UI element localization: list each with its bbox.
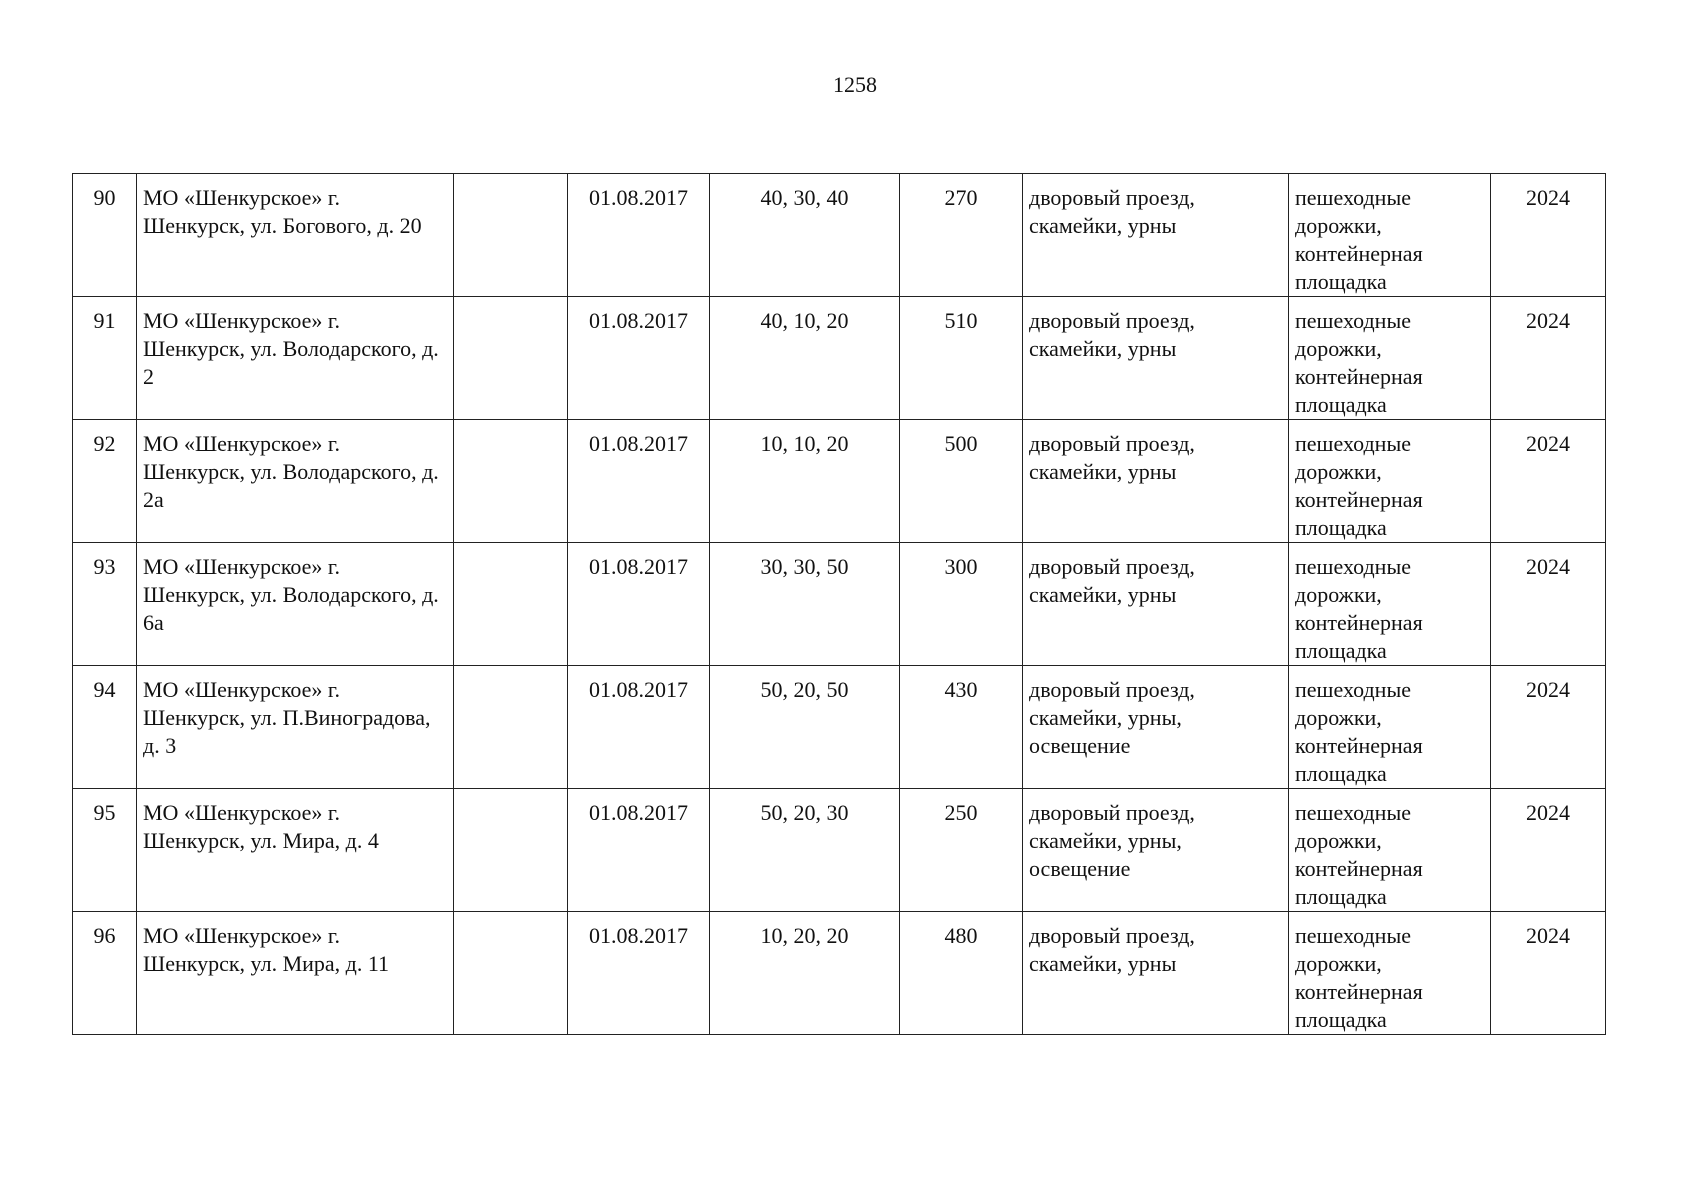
year-cell: 2024 [1491,543,1606,666]
additional-works-cell: пешеходные дорожки, контейнерная площадка [1289,543,1491,666]
empty-cell [454,174,568,297]
percentages-cell: 40, 30, 40 [710,174,900,297]
year-cell: 2024 [1491,912,1606,1035]
table-body [73,174,1606,1035]
address-cell: МО «Шенкурское» г. Шенкурск, ул. П.Виноградова, д. 3 [137,666,454,789]
percentages-cell: 40, 10, 20 [710,297,900,420]
date-cell: 01.08.2017 [568,297,710,420]
additional-works-cell: пешеходные дорожки, контейнерная площадка [1289,297,1491,420]
address-cell: МО «Шенкурское» г. Шенкурск, ул. Мира, д. 11 [137,912,454,1035]
table-row [73,297,1606,420]
additional-works-cell: пешеходные дорожки, контейнерная площадка [1289,789,1491,912]
row-number-cell: 90 [73,174,137,297]
minimal-works-cell: дворовый проезд, скамейки, урны, освещение [1023,666,1289,789]
additional-works-cell: пешеходные дорожки, контейнерная площадка [1289,912,1491,1035]
year-cell: 2024 [1491,420,1606,543]
table-row [73,174,1606,297]
table-row [73,420,1606,543]
row-number-cell: 91 [73,297,137,420]
minimal-works-cell: дворовый проезд, скамейки, урны [1023,543,1289,666]
row-number-cell: 95 [73,789,137,912]
empty-cell [454,912,568,1035]
row-number-cell: 96 [73,912,137,1035]
area-cell: 270 [900,174,1023,297]
address-cell: МО «Шенкурское» г. Шенкурск, ул. Богового, д. 20 [137,174,454,297]
minimal-works-cell: дворовый проезд, скамейки, урны [1023,420,1289,543]
yard-improvement-table [72,173,1606,1035]
year-cell: 2024 [1491,297,1606,420]
table-row [73,912,1606,1035]
percentages-cell: 10, 10, 20 [710,420,900,543]
date-cell: 01.08.2017 [568,420,710,543]
additional-works-cell: пешеходные дорожки, контейнерная площадка [1289,420,1491,543]
percentages-cell: 10, 20, 20 [710,912,900,1035]
additional-works-cell: пешеходные дорожки, контейнерная площадка [1289,174,1491,297]
area-cell: 250 [900,789,1023,912]
year-cell: 2024 [1491,174,1606,297]
percentages-cell: 50, 20, 50 [710,666,900,789]
minimal-works-cell: дворовый проезд, скамейки, урны [1023,297,1289,420]
address-cell: МО «Шенкурское» г. Шенкурск, ул. Володарского, д. 2 [137,297,454,420]
date-cell: 01.08.2017 [568,789,710,912]
address-cell: МО «Шенкурское» г. Шенкурск, ул. Мира, д. 4 [137,789,454,912]
date-cell: 01.08.2017 [568,912,710,1035]
date-cell: 01.08.2017 [568,666,710,789]
area-cell: 500 [900,420,1023,543]
additional-works-cell: пешеходные дорожки, контейнерная площадка [1289,666,1491,789]
area-cell: 480 [900,912,1023,1035]
page-number: 1258 [833,72,877,97]
row-number-cell: 92 [73,420,137,543]
table-row [73,543,1606,666]
empty-cell [454,789,568,912]
year-cell: 2024 [1491,666,1606,789]
date-cell: 01.08.2017 [568,543,710,666]
area-cell: 300 [900,543,1023,666]
row-number-cell: 94 [73,666,137,789]
row-number-cell: 93 [73,543,137,666]
empty-cell [454,666,568,789]
empty-cell [454,420,568,543]
address-cell: МО «Шенкурское» г. Шенкурск, ул. Володарского, д. 6а [137,543,454,666]
minimal-works-cell: дворовый проезд, скамейки, урны, освещение [1023,789,1289,912]
date-cell: 01.08.2017 [568,174,710,297]
percentages-cell: 30, 30, 50 [710,543,900,666]
year-cell: 2024 [1491,789,1606,912]
empty-cell [454,543,568,666]
minimal-works-cell: дворовый проезд, скамейки, урны [1023,912,1289,1035]
address-cell: МО «Шенкурское» г. Шенкурск, ул. Володарского, д. 2а [137,420,454,543]
percentages-cell: 50, 20, 30 [710,789,900,912]
area-cell: 510 [900,297,1023,420]
table-row [73,789,1606,912]
table-row [73,666,1606,789]
empty-cell [454,297,568,420]
area-cell: 430 [900,666,1023,789]
minimal-works-cell: дворовый проезд, скамейки, урны [1023,174,1289,297]
